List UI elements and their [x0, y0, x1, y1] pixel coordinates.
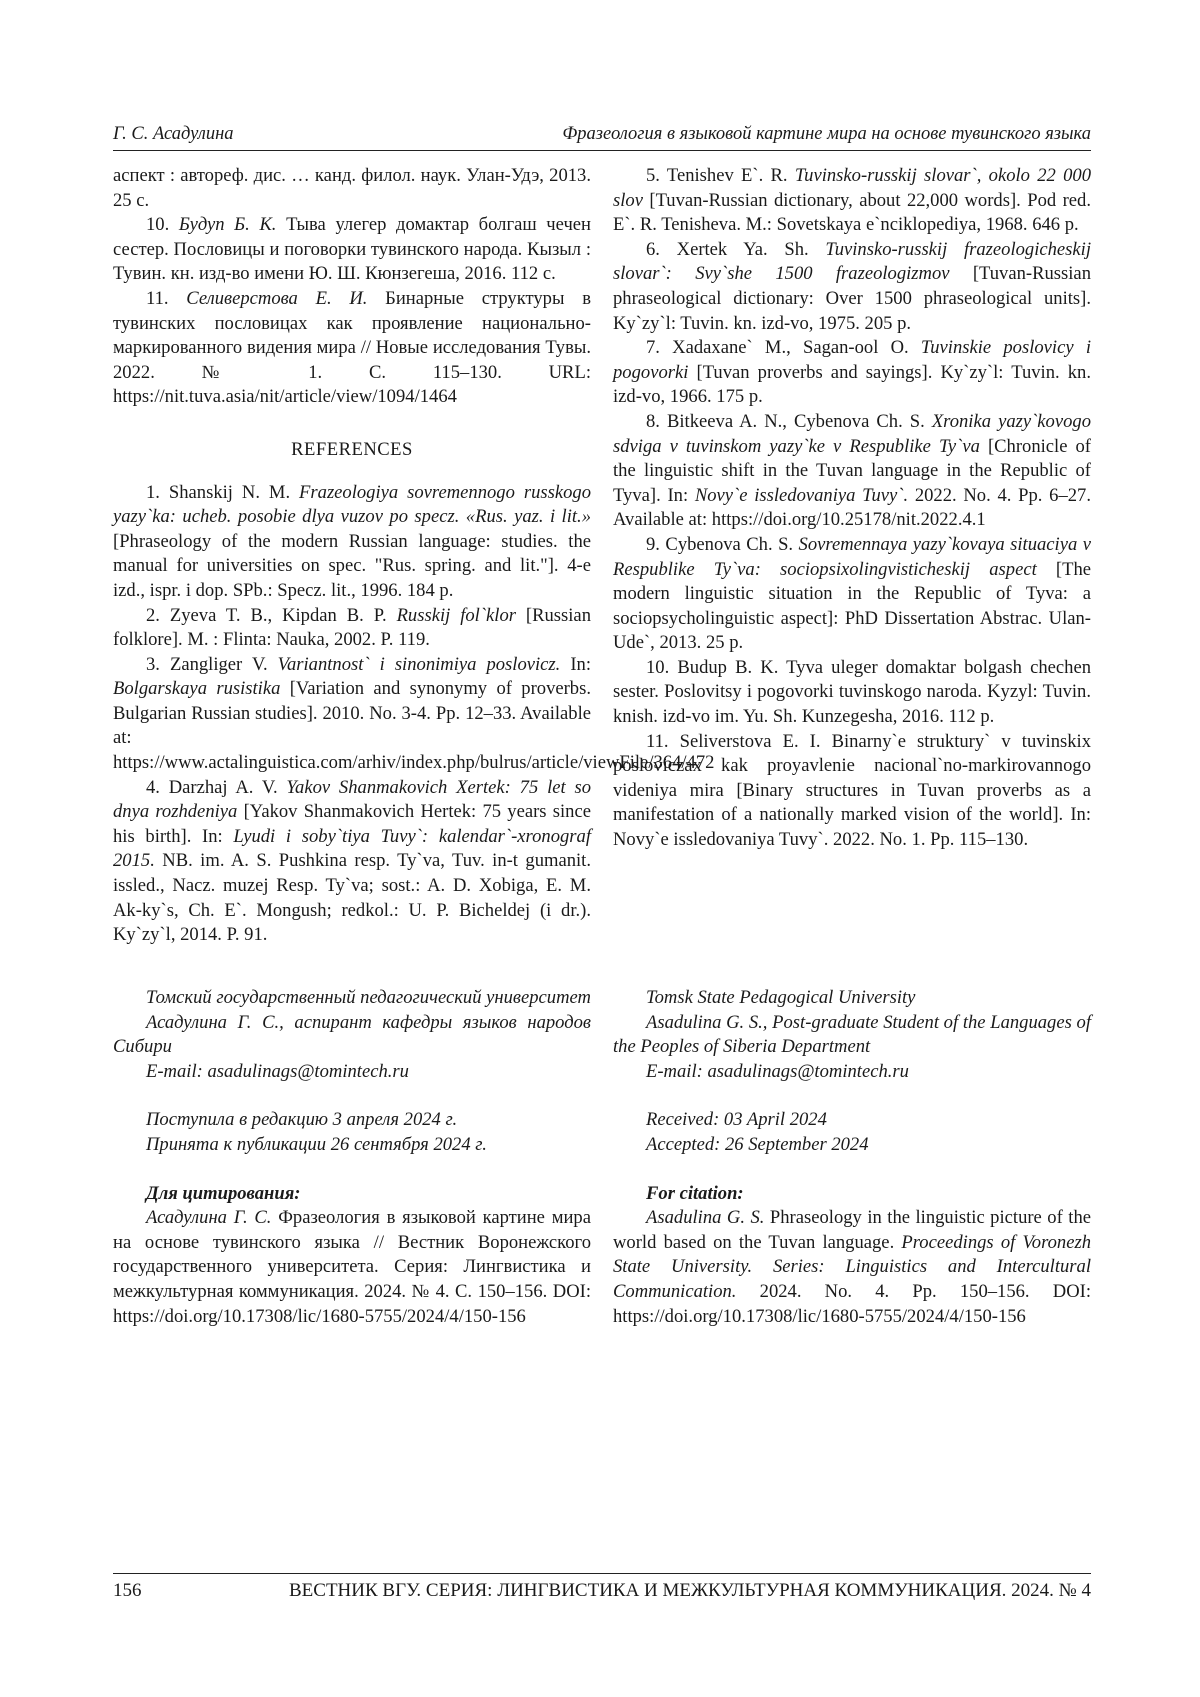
- citation-en: Asadulina G. S. Phraseology in the linguistic picture of the world based on the Tuvan language. Proceedings of Voronezh State University. Series: Linguistics and Intercultural Communication. 2024. No. 4. Pp. 150–156. DOI: https://doi.org/10.17308/lic/1680-5755/2024/4/150-156: [613, 1206, 1091, 1329]
- journal-title: ВЕСТНИК ВГУ. СЕРИЯ: ЛИНГВИСТИКА И МЕЖКУЛЬТУРНАЯ КОММУНИКАЦИЯ. 2024. № 4: [289, 1580, 1091, 1602]
- header-author: Г. С. Асадулина: [113, 124, 234, 145]
- author-line-en: Asadulina G. S., Post-graduate Student of the Languages of the Peoples of Siberia Department: [613, 1011, 1091, 1060]
- citation-ru: Асадулина Г. С. Фразеология в языковой картине мира на основе тувинского языка // Вестник Воронежского государственного университета. Серия: Лингвистика и межкультурная коммуникация. 2024. № 4. С. 150–156. DOI: https://doi.org/10.17308/lic/1680-5755/2024/4/150-156: [113, 1206, 591, 1329]
- page-number: 156: [113, 1580, 142, 1602]
- accepted-en: Accepted: 26 September 2024: [613, 1133, 1091, 1158]
- accepted-ru: Принята к публикации 26 сентября 2024 г.: [113, 1133, 591, 1158]
- university-ru: Томский государственный педагогический университет: [113, 986, 591, 1011]
- ref-item-10: 10. Будуп Б. К. Тыва улегер домактар болгаш чечен сестер. Пословицы и поговорки тувинского народа. Кызыл : Тувин. кн. изд-во имени Ю. Ш. Кюнзегеша, 2016. 112 с.: [113, 213, 591, 287]
- ref-item-11: 11. Селиверстова Е. И. Бинарные структуры в тувинских пословицах как проявление национально-маркированного видения мира // Новые исследования Тувы. 2022. № 1. С. 115–130. URL: https://nit.tuva.asia/nit/article/view/1094/1464: [113, 287, 591, 410]
- header-title: Фразеология в языковой картине мира на основе тувинского языка: [562, 124, 1091, 145]
- footer-divider: [113, 1573, 1091, 1574]
- received-en: Received: 03 April 2024: [613, 1108, 1091, 1133]
- citation-heading-ru: Для цитирования:: [113, 1182, 591, 1207]
- ref-en-3: 3. Zangliger V. Variantnost` i sinonimiya poslovicz. In: Bolgarskaya rusistika [Variation and synonymy of proverbs. Bulgarian Russian studies]. 2010. No. 3-4. Pp. 12–33. Available at: https://www.actalinguistica.com/arhiv/index.php/bulrus/article/viewFile/364/472: [113, 653, 591, 776]
- ref-en-11: 11. Seliverstova E. I. Binarny`e struktury` v tuvinskix posloviczax kak proyavlenie nacional`no-markirovannogo videniya mira [Binary structures in Tuvan proverbs as a manifestation of a nationally marked vision of the world]. In: Novy`e issledovaniya Tuvy`. 2022. No. 1. Pp. 115–130.: [613, 730, 1091, 853]
- header-divider: [113, 150, 1091, 151]
- references-heading: REFERENCES: [113, 438, 591, 463]
- citation-heading-en: For citation:: [613, 1182, 1091, 1207]
- ref-en-7: 7. Xadaxane` M., Sagan-ool O. Tuvinskie poslovicy i pogovorki [Tuvan proverbs and sayings]. Ky`zy`l: Tuvin. kn. izd-vo, 1966. 175 p.: [613, 336, 1091, 410]
- ref-en-6: 6. Xertek Ya. Sh. Tuvinsko-russkij frazeologicheskij slovar`: Svy`she 1500 frazeologizmov [Tuvan-Russian phraseological dictionary: Over 1500 phraseological units]. Ky`zy`l: Tuvin. kn. izd-vo, 1975. 205 p.: [613, 238, 1091, 336]
- email-ru: E-mail: asadulinags@tomintech.ru: [113, 1060, 591, 1085]
- ref-en-4: 4. Darzhaj A. V. Yakov Shanmakovich Xertek: 75 let so dnya rozhdeniya [Yakov Shanmakovich Hertek: 75 years since his birth]. In: Lyudi i soby`tiya Tuvy`: kalendar`-xronograf 2015. NB. im. A. S. Pushkina resp. Ty`va, Tuv. in-t gumanit. issled., Nacz. muzej Resp. Ty`va; sost.: A. D. Xobiga, E. M. Ak-ky`s, Ch. E`. Mongush; redkol.: U. P. Bicheldej (i dr.). Ky`zy`l, 2014. P. 91.: [113, 776, 591, 948]
- ref-en-1: 1. Shanskij N. M. Frazeologiya sovremennogo russkogo yazy`ka: ucheb. posobie dlya vuzov po specz. «Rus. yaz. i lit.» [Phraseology of the modern Russian language: studies. the manual for universities on spec. "Rus. spring. and lit."]. 4-e izd., ispr. i dop. SPb.: Specz. lit., 1996. 184 p.: [113, 481, 591, 604]
- ref-en-2: 2. Zyeva T. B., Kipdan B. P. Russkij fol`klor [Russian folklore]. M. : Flinta: Nauka, 2002. P. 119.: [113, 604, 591, 653]
- ref-continuation: аспект : автореф. дис. … канд. филол. наук. Улан-Удэ, 2013. 25 с.: [113, 164, 591, 213]
- received-ru: Поступила в редакцию 3 апреля 2024 г.: [113, 1108, 591, 1133]
- ref-en-8: 8. Bitkeeva A. N., Cybenova Ch. S. Xronika yazy`kovogo sdviga v tuvinskom yazy`ke v Respublike Ty`va [Chronicle of the linguistic shift in the Tuvan language in the Republic of Tyva]. In: Novy`e issledovaniya Tuvy`. 2022. No. 4. Pp. 6–27. Available at: https://doi.org/10.25178/nit.2022.4.1: [613, 410, 1091, 533]
- affiliation-ru: [113, 986, 591, 1329]
- ref-en-5: 5. Tenishev E`. R. Tuvinsko-russkij slovar`, okolo 22 000 slov [Tuvan-Russian dictionary, about 22,000 words]. Pod red. E`. R. Tenisheva. M.: Sovetskaya e`nciklopediya, 1968. 646 p.: [613, 164, 1091, 238]
- ref-en-9: 9. Cybenova Ch. S. Sovremennaya yazy`kovaya situaciya v Respublike Ty`va: sociopsixolingvisticheskij aspect [The modern linguistic situation in the Republic of Tyva: a sociopsycholinguistic aspect]: PhD Dissertation Abstrac. Ulan-Ude`, 2013. 25 p.: [613, 533, 1091, 656]
- ref-en-10: 10. Budup B. K. Tyva uleger domaktar bolgash chechen sester. Poslovitsy i pogovorki tuvinskogo naroda. Kyzyl: Tuvin. knish. izd-vo im. Yu. Sh. Kunzegesha, 2016. 112 p.: [613, 656, 1091, 730]
- affiliation-en: [613, 986, 1091, 1329]
- author-line-ru: Асадулина Г. С., аспирант кафедры языков народов Сибири: [113, 1011, 591, 1060]
- email-en: E-mail: asadulinags@tomintech.ru: [613, 1060, 1091, 1085]
- left-column: [113, 164, 591, 948]
- right-column: [613, 164, 1091, 853]
- university-en: Tomsk State Pedagogical University: [613, 986, 1091, 1011]
